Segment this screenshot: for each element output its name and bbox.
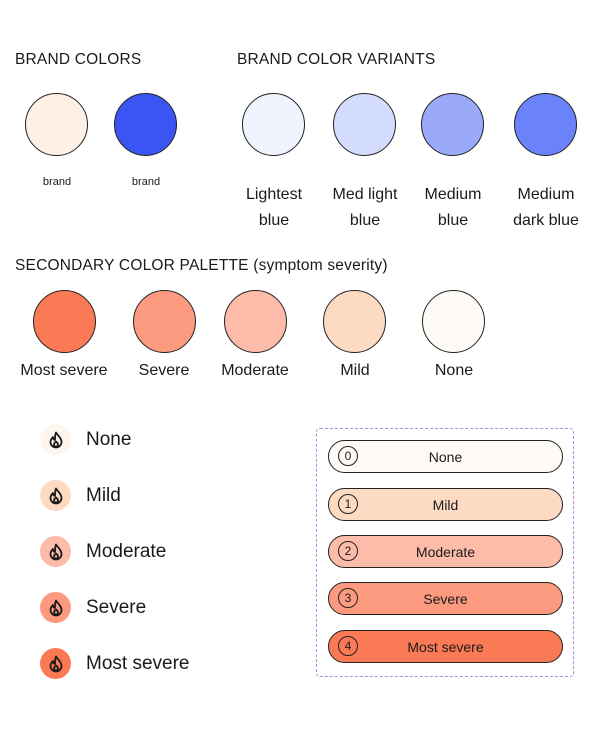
severity-swatch-most-severe	[33, 290, 96, 353]
severity-label-mild: Mild	[340, 362, 370, 379]
severity-swatch-moderate	[224, 290, 287, 353]
severity-legend-label: Most severe	[86, 652, 190, 674]
brand-swatch-blue	[114, 93, 177, 156]
severity-scale-label: None	[428, 449, 463, 465]
severity-scale-label: Mild	[432, 497, 459, 513]
severity-scale-pill	[328, 630, 563, 663]
severity-scale-pill	[328, 535, 563, 568]
severity-legend-item	[40, 648, 189, 679]
variant-label-lightest-blue: Lightest blue	[245, 186, 303, 229]
variant-label-medium-blue: Medium blue	[424, 186, 482, 229]
severity-legend-label: Moderate	[86, 540, 167, 562]
severity-scale-number: 1	[338, 494, 358, 514]
severity-scale-pill	[328, 582, 563, 615]
severity-swatch-mild	[323, 290, 386, 353]
severity-scale-pill	[328, 488, 563, 521]
variant-swatch-lightest-blue	[242, 93, 305, 156]
severity-scale-number: 4	[338, 636, 358, 656]
variant-swatch-medium-blue	[421, 93, 484, 156]
severity-label-most-severe: Most severe	[20, 362, 108, 379]
variant-label-med-light-blue: Med light blue	[332, 186, 398, 229]
brand-swatch-cream	[25, 93, 88, 156]
severity-legend-item	[40, 536, 166, 567]
flame-icon	[40, 648, 71, 679]
severity-label-none: None	[434, 362, 474, 379]
brand-swatch-blue-label: brand	[131, 176, 161, 188]
brand-colors-heading: BRAND COLORS	[15, 51, 142, 68]
brand-variants-heading: BRAND COLOR VARIANTS	[237, 51, 436, 68]
severity-legend-item	[40, 480, 121, 511]
severity-swatch-none	[422, 290, 485, 353]
severity-scale-pill	[328, 440, 563, 473]
severity-scale-number: 2	[338, 541, 358, 561]
variant-label-medium-dark-blue: Medium dark blue	[513, 186, 579, 229]
severity-scale-box	[316, 428, 574, 677]
severity-legend-item	[40, 592, 146, 623]
severity-legend-label: None	[86, 428, 132, 450]
severity-legend-label: Mild	[86, 484, 121, 506]
flame-icon	[40, 480, 71, 511]
severity-scale-label: Most severe	[407, 639, 484, 655]
variant-swatch-medium-dark-blue	[514, 93, 577, 156]
severity-legend-label: Severe	[86, 596, 147, 618]
severity-label-severe: Severe	[138, 362, 190, 379]
flame-icon	[40, 592, 71, 623]
severity-swatch-severe	[133, 290, 196, 353]
severity-scale-number: 0	[338, 446, 358, 466]
secondary-palette-heading: SECONDARY COLOR PALETTE (symptom severity)	[15, 257, 388, 274]
severity-scale-label: Severe	[423, 591, 468, 607]
severity-legend-item	[40, 424, 131, 455]
severity-scale-number: 3	[338, 588, 358, 608]
flame-icon	[40, 536, 71, 567]
severity-label-moderate: Moderate	[221, 362, 289, 379]
brand-swatch-cream-label: brand	[42, 176, 72, 188]
flame-icon	[40, 424, 71, 455]
severity-scale-label: Moderate	[415, 544, 476, 560]
variant-swatch-med-light-blue	[333, 93, 396, 156]
